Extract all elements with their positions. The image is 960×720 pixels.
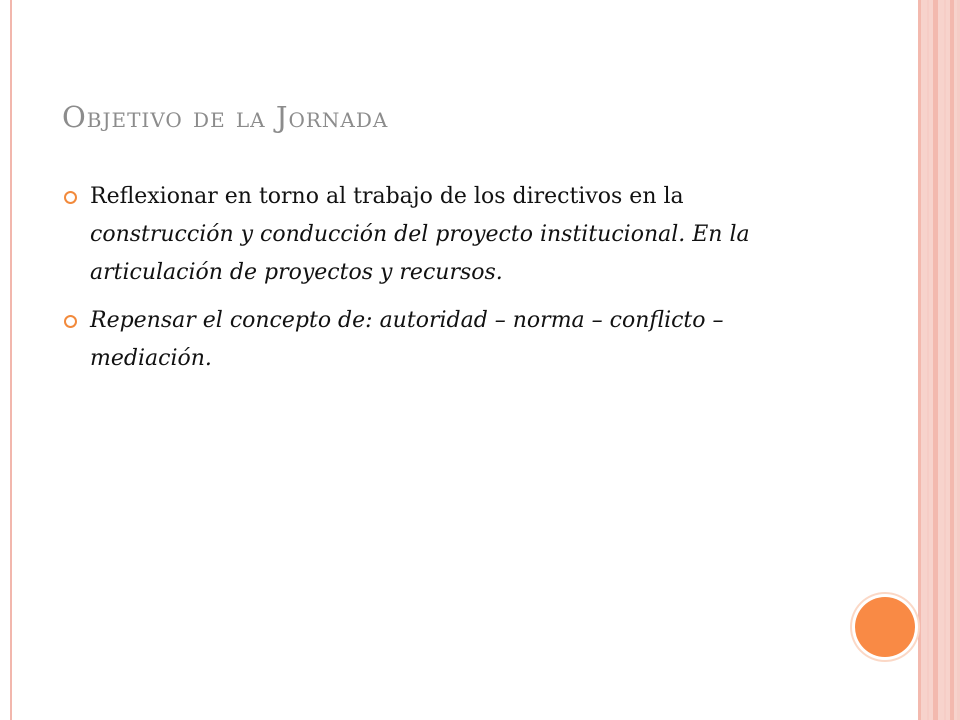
- left-border-line: [10, 0, 12, 720]
- bullet-item: [62, 302, 802, 378]
- bullet-item: [62, 178, 802, 292]
- hollow-circle-bullet-icon: [64, 315, 77, 328]
- decorative-stripe: [918, 0, 921, 720]
- decorative-stripe: [944, 0, 946, 720]
- hollow-circle-bullet-icon: [64, 191, 77, 204]
- bullet-list: [62, 178, 802, 388]
- bullet-text-italic: Repensar el concepto de: autoridad – norma – conflicto – mediación.: [90, 308, 724, 371]
- bullet-text-italic: construcción y conducción del proyecto institucional. En la articulación de proyectos y recursos.: [90, 222, 750, 285]
- decorative-stripe: [927, 0, 929, 720]
- slide-title: Objetivo de la Jornada: [62, 100, 389, 134]
- decorative-stripe: [933, 0, 938, 720]
- bullet-text-plain: Reflexionar en torno al trabajo de los directivos en la: [90, 184, 684, 209]
- decorative-stripe: [950, 0, 954, 720]
- orange-circle-decoration: [855, 597, 915, 657]
